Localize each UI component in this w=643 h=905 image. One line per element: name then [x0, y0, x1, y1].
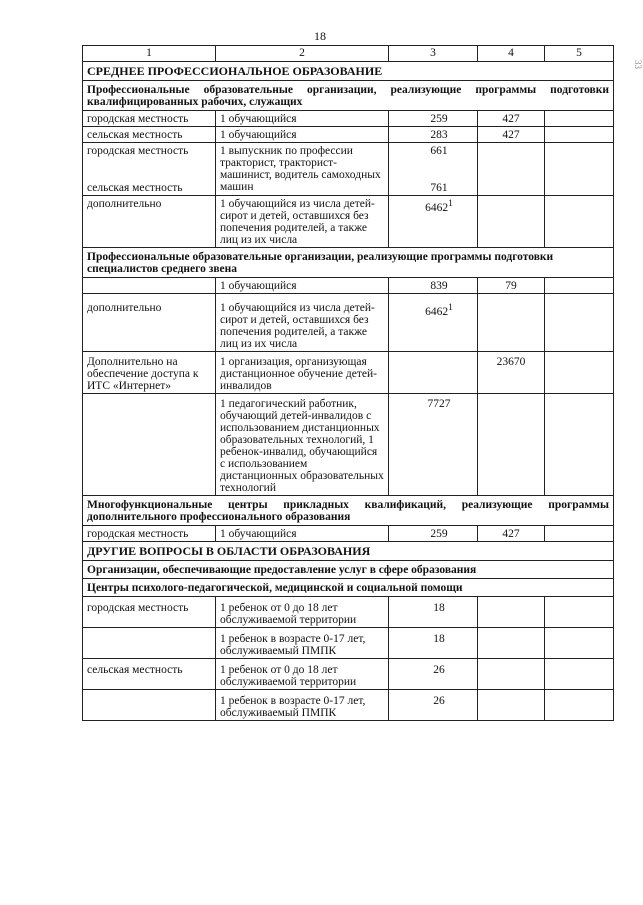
column-header-1: 1 — [83, 46, 216, 62]
value-urban: 661 — [430, 145, 448, 157]
table-row — [83, 196, 614, 248]
tariff-table — [82, 45, 614, 721]
subsection-title-services: Организации, обеспечивающие предоставление услуг в сфере образования — [83, 561, 614, 579]
value-cell-5 — [545, 659, 614, 690]
table-row — [83, 352, 614, 394]
value-number: 6462 — [425, 201, 449, 214]
value-cell-4 — [478, 597, 545, 628]
territory-cell — [83, 628, 216, 659]
table-row — [83, 278, 614, 294]
value-cell-4: 427 — [478, 127, 545, 143]
territory-cell: Дополнительно на обеспечение доступа к ИТС «Интернет» — [83, 352, 216, 394]
value-number: 6462 — [425, 305, 449, 318]
territory-cell: дополнительно — [83, 196, 216, 248]
unit-cell: 1 обучающийся — [216, 111, 389, 127]
section-row — [83, 542, 614, 561]
subsection-row — [83, 81, 614, 111]
value-cell-5 — [545, 127, 614, 143]
unit-cell: 1 ребенок от 0 до 18 лет обслуживаемой территории — [216, 597, 389, 628]
value-cell-3: 259 — [389, 111, 478, 127]
unit-cell: 1 обучающийся — [216, 526, 389, 542]
subsection-row — [83, 496, 614, 526]
value-cell-3 — [389, 196, 478, 248]
value-cell-5 — [545, 628, 614, 659]
value-cell-3 — [389, 143, 478, 196]
value-cell-3: 18 — [389, 597, 478, 628]
table-row — [83, 628, 614, 659]
subsection-row — [83, 561, 614, 579]
value-cell-4: 23670 — [478, 352, 545, 394]
territory-cell: городская местность — [83, 597, 216, 628]
value-cell-3: 26 — [389, 659, 478, 690]
subsection-title-mfc: Многофункциональные центры прикладных квалификаций, реализующие программы дополнительного профессионального образования — [83, 496, 614, 526]
value-cell-5 — [545, 526, 614, 542]
value-cell-5 — [545, 394, 614, 496]
value-cell-3: 259 — [389, 526, 478, 542]
value-cell-5 — [545, 352, 614, 394]
table-row — [83, 111, 614, 127]
territory-rural: сельская местность — [87, 182, 183, 194]
column-header-2: 2 — [216, 46, 389, 62]
footnote-mark: 1 — [448, 302, 453, 313]
table-row — [83, 294, 614, 352]
subsection-title-specialists: Профессиональные образовательные организации, реализующие программы подготовки специалистов среднего звена — [83, 248, 614, 278]
section-title-other: ДРУГИЕ ВОПРОСЫ В ОБЛАСТИ ОБРАЗОВАНИЯ — [83, 542, 614, 561]
territory-cell: сельская местность — [83, 127, 216, 143]
page-number: 18 — [314, 29, 326, 43]
territory-cell — [83, 394, 216, 496]
section-row — [83, 62, 614, 81]
unit-cell: 1 ребенок от 0 до 18 лет обслуживаемой территории — [216, 659, 389, 690]
section-title-spo: СРЕДНЕЕ ПРОФЕССИОНАЛЬНОЕ ОБРАЗОВАНИЕ — [83, 62, 614, 81]
territory-cell: городская местность — [83, 526, 216, 542]
value-cell-3 — [389, 352, 478, 394]
value-cell-4 — [478, 394, 545, 496]
value-cell-4: 427 — [478, 111, 545, 127]
value-cell-3: 26 — [389, 690, 478, 721]
value-cell-3: 839 — [389, 278, 478, 294]
territory-cell — [83, 143, 216, 196]
subsection-row — [83, 579, 614, 597]
value-cell-5 — [545, 690, 614, 721]
value-rural: 761 — [430, 182, 448, 194]
margin-mark: 33 — [633, 60, 643, 69]
unit-cell: 1 ребенок в возрасте 0-17 лет, обслуживаемый ПМПК — [216, 628, 389, 659]
value-cell-4 — [478, 659, 545, 690]
table-row — [83, 143, 614, 196]
value-cell-5 — [545, 196, 614, 248]
value-cell-4 — [478, 690, 545, 721]
column-header-row — [83, 46, 614, 62]
unit-cell: 1 ребенок в возрасте 0-17 лет, обслуживаемый ПМПК — [216, 690, 389, 721]
territory-cell: городская местность — [83, 111, 216, 127]
value-cell-5 — [545, 143, 614, 196]
territory-cell: сельская местность — [83, 659, 216, 690]
value-cell-4 — [478, 294, 545, 352]
value-cell-5 — [545, 278, 614, 294]
table-row — [83, 597, 614, 628]
table-row — [83, 394, 614, 496]
footnote-mark: 1 — [448, 198, 453, 209]
value-cell-3: 7727 — [389, 394, 478, 496]
value-cell-5 — [545, 597, 614, 628]
table-row — [83, 690, 614, 721]
subsection-row — [83, 248, 614, 278]
unit-cell: 1 педагогический работник, обучающий детей-инвалидов с использованием дистанционных образовательных технологий, 1 ребенок-инвалид, обучающийся с использованием дистанционных образовательных технологий — [216, 394, 389, 496]
subsection-title-ppms: Центры психолого-педагогической, медицинской и социальной помощи — [83, 579, 614, 597]
value-cell-4 — [478, 628, 545, 659]
table-row — [83, 526, 614, 542]
territory-cell: дополнительно — [83, 294, 216, 352]
unit-cell: 1 обучающийся — [216, 127, 389, 143]
value-cell-3: 18 — [389, 628, 478, 659]
territory-cell — [83, 690, 216, 721]
subsection-title-workers: Профессиональные образовательные организации, реализующие программы подготовки квалифицированных рабочих, служащих — [83, 81, 614, 111]
territory-cell — [83, 278, 216, 294]
column-header-5: 5 — [545, 46, 614, 62]
column-header-3: 3 — [389, 46, 478, 62]
unit-cell: 1 обучающийся из числа детей-сирот и детей, оставшихся без попечения родителей, а также лиц из их числа — [216, 196, 389, 248]
value-cell-5 — [545, 111, 614, 127]
value-cell-3: 283 — [389, 127, 478, 143]
value-cell-4: 79 — [478, 278, 545, 294]
table-row — [83, 127, 614, 143]
value-cell-4 — [478, 196, 545, 248]
table-row — [83, 659, 614, 690]
unit-cell: 1 выпускник по профессии тракторист, тракторист-машинист, водитель самоходных машин — [216, 143, 389, 196]
unit-cell: 1 организация, организующая дистанционное обучение детей-инвалидов — [216, 352, 389, 394]
unit-cell: 1 обучающийся — [216, 278, 389, 294]
value-cell-4: 427 — [478, 526, 545, 542]
territory-urban: городская местность — [87, 145, 189, 157]
unit-cell: 1 обучающийся из числа детей-сирот и детей, оставшихся без попечения родителей, а также лиц из их числа — [216, 294, 389, 352]
value-cell-5 — [545, 294, 614, 352]
column-header-4: 4 — [478, 46, 545, 62]
value-cell-4 — [478, 143, 545, 196]
value-cell-3 — [389, 294, 478, 352]
